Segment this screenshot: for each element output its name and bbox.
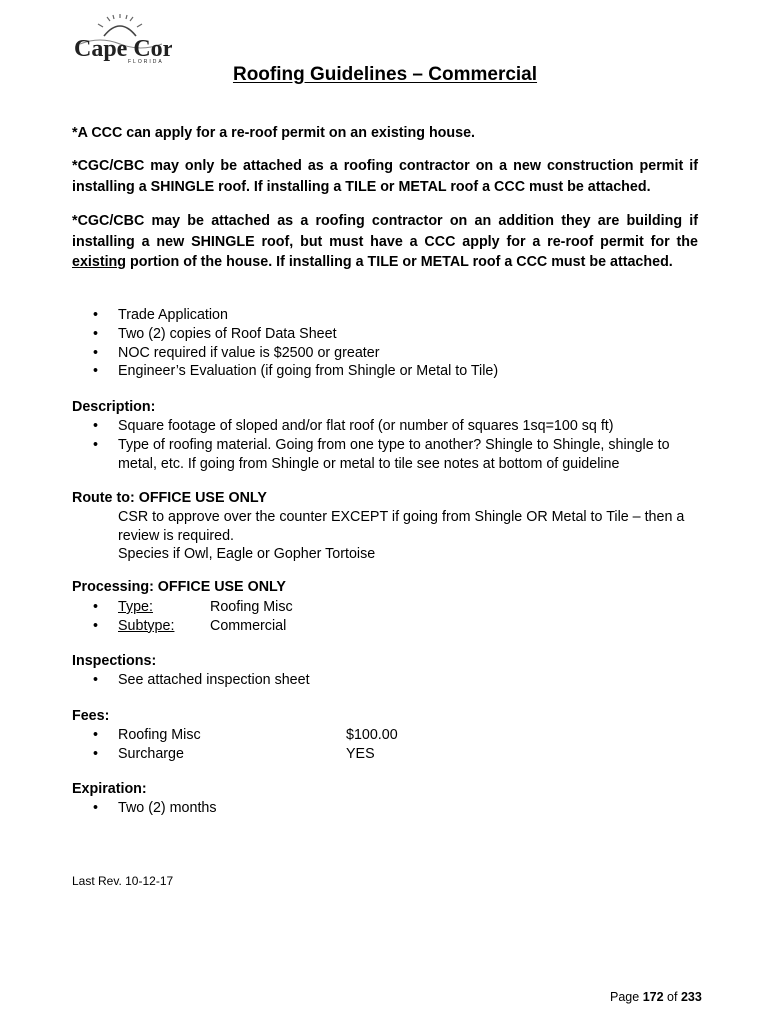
logo-text: Cape Cor <box>74 36 172 62</box>
type-label: Type: <box>118 599 153 615</box>
bullet-icon: • <box>93 745 99 762</box>
subtype-label: Subtype: <box>118 617 175 634</box>
last-revision: Last Rev. 10-12-17 <box>72 874 174 888</box>
description-text: Square footage of sloped and/or flat roof (or number of squares 1sq=100 sq ft) <box>118 418 614 434</box>
fees-list <box>90 726 700 764</box>
bullet-icon: • <box>93 800 99 816</box>
list-item <box>90 799 700 818</box>
page-title-text: Roofing Guidelines – Commercial <box>232 64 538 85</box>
addition-note-existing: existing <box>72 254 127 270</box>
requirements-list <box>90 306 700 381</box>
description-list <box>90 417 700 473</box>
bullet-icon: • <box>93 325 99 342</box>
list-item <box>90 671 700 690</box>
list-item <box>90 344 700 363</box>
requirement-text: Engineer’s Evaluation (if going from Shingle or Metal to Tile) <box>118 363 499 380</box>
expiration-list <box>90 799 700 818</box>
fee-value: YES <box>346 745 375 762</box>
requirement-text: Two (2) copies of Roof Data Sheet <box>118 325 337 342</box>
expiration-text: Two (2) months <box>118 800 217 816</box>
inspections-list <box>90 671 700 690</box>
page-total: 233 <box>680 990 702 1004</box>
addition-note-part2: portion of the house. If installing a TILE or METAL roof a CCC must be attached. <box>126 254 673 270</box>
addition-note-part1: *CGC/CBC may be attached as a roofing contractor on an addition they are building if installing a new SHINGLE roof, but must have a CCC apply for a re-roof permit for the <box>72 213 698 250</box>
bullet-icon: • <box>93 727 99 743</box>
list-item <box>90 417 700 436</box>
processing-list <box>90 598 700 636</box>
fees-heading: Fees: <box>72 708 110 724</box>
route-line-1: CSR to approve over the counter EXCEPT if going from Shingle OR Metal to Tile – then a review is required. <box>118 509 685 544</box>
fee-value: $100.00 <box>346 727 398 743</box>
cgc-cbc-addition-note <box>72 211 698 273</box>
inspection-text: See attached inspection sheet <box>118 672 310 688</box>
bullet-icon: • <box>93 307 99 323</box>
route-line-2: Species if Owl, Eagle or Gopher Tortoise <box>118 546 376 562</box>
logo-graphic <box>70 14 172 64</box>
bullet-icon: • <box>93 418 99 434</box>
bullet-icon: • <box>93 617 99 634</box>
cape-coral-logo <box>70 14 172 64</box>
processing-heading: Processing: OFFICE USE ONLY <box>72 579 286 595</box>
ccc-reroof-note: *A CCC can apply for a re-roof permit on an existing house. <box>72 125 476 141</box>
route-heading: Route to: OFFICE USE ONLY <box>72 490 267 506</box>
cgc-cbc-new-construction-note: *CGC/CBC may only be attached as a roofing contractor on a new construction permit if installing a SHINGLE roof. If installing a TILE or METAL roof a CCC must be attached. <box>72 158 698 195</box>
bullet-icon: • <box>93 344 99 361</box>
description-text: Type of roofing material. Going from one type to another? Shingle to Shingle, shingle to metal, etc. If going from Shingle or metal to tile see notes at bottom of guideline <box>118 436 670 472</box>
list-item <box>90 436 700 474</box>
list-item <box>90 306 700 325</box>
fee-row <box>90 726 700 745</box>
route-text <box>118 508 698 564</box>
list-item <box>90 598 700 617</box>
subtype-value: Commercial <box>210 617 287 634</box>
type-value: Roofing Misc <box>210 599 293 615</box>
list-item <box>90 617 700 636</box>
requirement-text: NOC required if value is $2500 or greater <box>118 344 380 361</box>
inspections-heading: Inspections: <box>72 653 157 669</box>
fee-row <box>90 745 700 764</box>
bullet-icon: • <box>93 363 99 380</box>
page-number <box>610 990 702 1004</box>
fee-label: Roofing Misc <box>118 727 201 743</box>
bullet-icon: • <box>93 672 99 688</box>
requirement-text: Trade Application <box>118 307 228 323</box>
list-item <box>90 362 700 381</box>
page-of: of <box>667 990 678 1004</box>
list-item <box>90 325 700 344</box>
logo-subtext: FLORIDA <box>128 59 164 64</box>
bullet-icon: • <box>93 599 99 615</box>
page-prefix: Page <box>610 990 640 1004</box>
fee-label: Surcharge <box>118 745 184 762</box>
bullet-icon: • <box>93 436 99 453</box>
expiration-heading: Expiration: <box>72 781 147 797</box>
description-heading: Description: <box>72 399 156 415</box>
page-current: 172 <box>642 990 664 1004</box>
page-title <box>0 64 770 86</box>
